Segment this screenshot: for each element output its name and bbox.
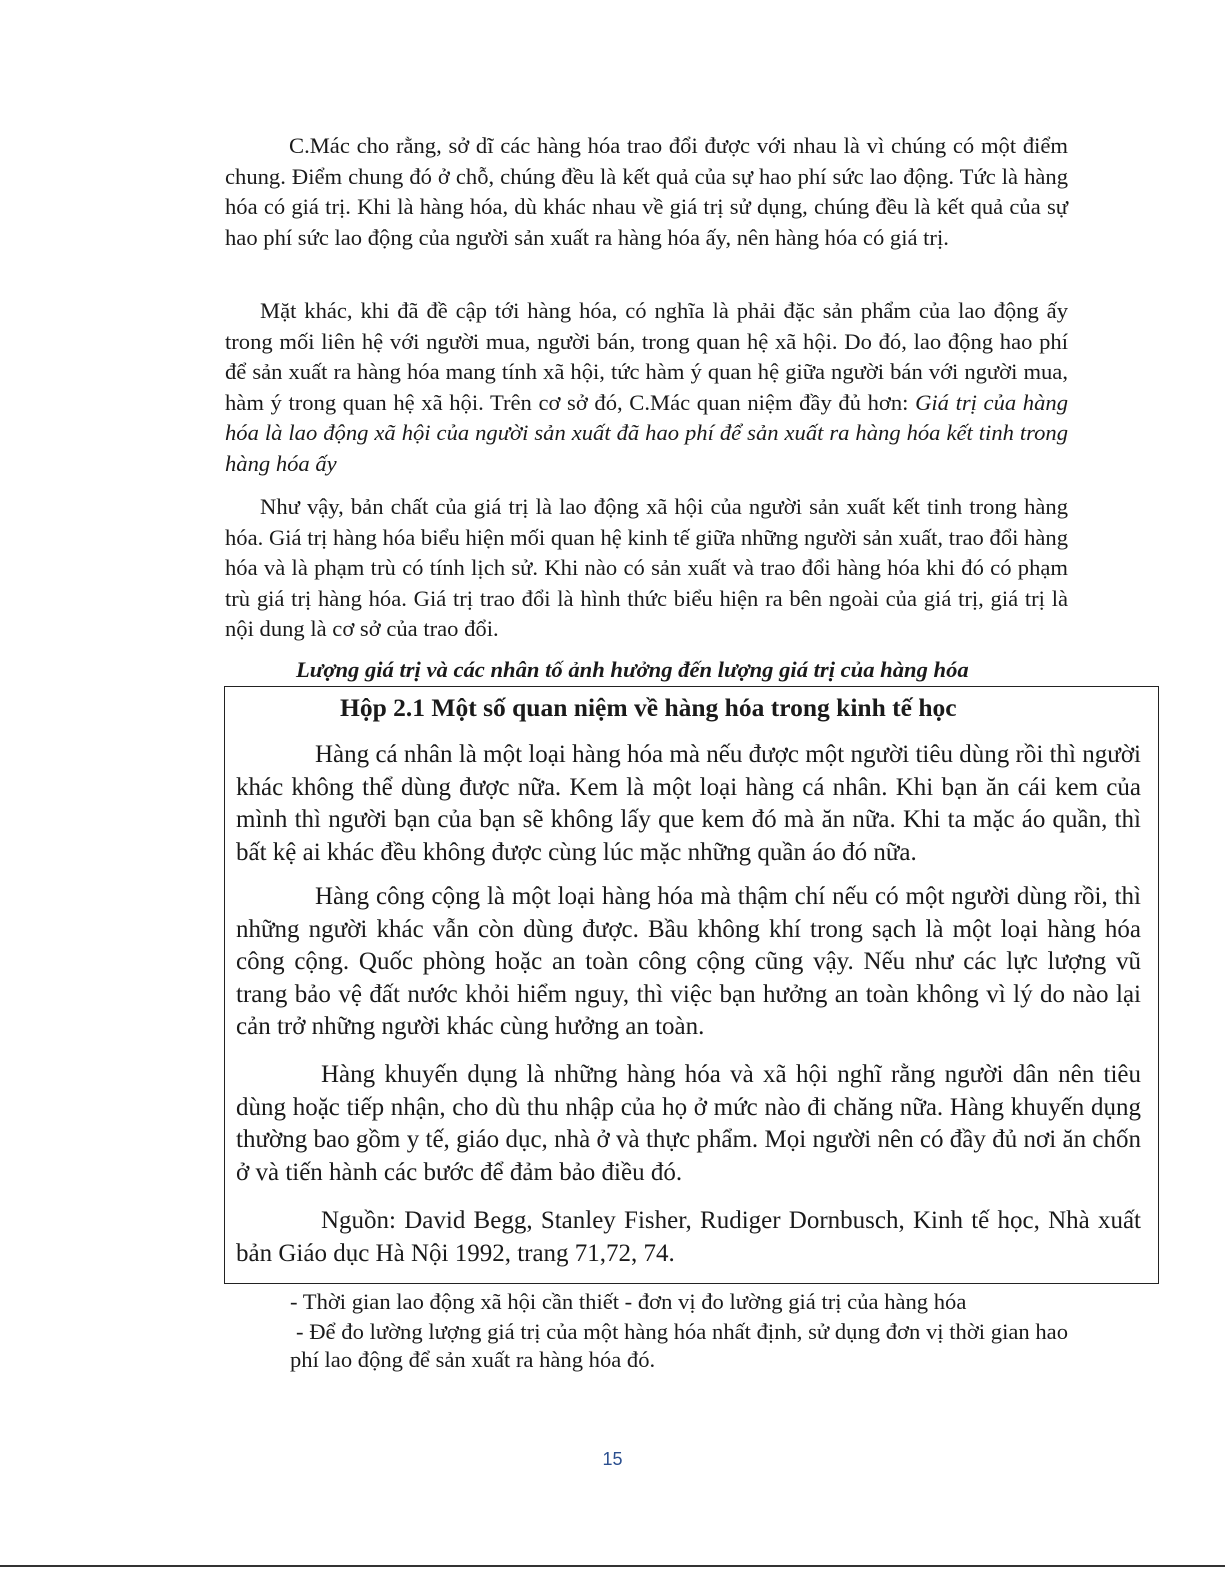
bullet-line-1: - Thời gian lao động xã hội cần thiết - đơn vị đo lường giá trị của hàng hóa — [290, 1289, 967, 1314]
value-definition-italic: Giá trị của hàng hóa là lao động xã hội của người sản xuất đã hao phí để sản xuất ra hàng hóa kết tinh trong hàng hóa ấy — [225, 389, 1068, 476]
box-paragraph-merit-goods: Hàng khuyến dụng là những hàng hóa và xã hội nghĩ rằng người dân nên tiêu dùng hoặc tiếp nhận, cho dù thu nhập của họ ở mức nào đi chăng nữa. Hàng khuyến dụng thường bao gồm y tế, giáo dục, nhà ở và thực phẩm. Mọi người nên có đầy đủ nơi ăn chốn ở và tiến hành các bước để đảm bảo điều đó. — [236, 1061, 1141, 1186]
bottom-divider — [0, 1565, 1225, 1567]
bullet-line-2: - Để đo lường lượng giá trị của một hàng hóa nhất định, sử dụng đơn vị thời gian hao phí lao động để sản xuất ra hàng hóa đó. — [290, 1319, 1068, 1372]
paragraph-text: Mặt khác, khi đã đề cập tới hàng hóa, có nghĩa là phải đặc sản phẩm của lao động ấy trong mối liên hệ với người mua, người bán, trong quan hệ xã hội. Do đó, lao động hao phí để sản xuất ra hàng hóa mang tính xã hội, tức hàm ý quan hệ giữa người bán với người mua, hàm ý trong quan hệ xã hội. Trên cơ sở đó, C.Mác quan niệm đầy đủ hơn: — [225, 298, 1068, 415]
box-paragraph-private-goods: Hàng cá nhân là một loại hàng hóa mà nếu được một người tiêu dùng rồi thì người khác không thể dùng được nữa. Kem là một loại hàng cá nhân. Khi bạn ăn cái kem của mình thì người bạn của bạn sẽ không lấy que kem đó mà ăn nữa. Khi ta mặc áo quần, thì bất kệ ai khác đều không được cùng lúc mặc những quần áo đó nữa. — [236, 741, 1141, 866]
paragraph-social-labor — [225, 296, 1068, 479]
paragraph-value-essence: Như vậy, bản chất của giá trị là lao động xã hội của người sản xuất kết tinh trong hàng hóa. Giá trị hàng hóa biểu hiện mối quan hệ kinh tế giữa những người sản xuất, trao đổi hàng hóa và là phạm trù có tính lịch sử. Khi nào có sản xuất và trao đổi hàng hóa khi đó có phạm trù giá trị hàng hóa. Giá trị trao đổi là hình thức biểu hiện ra bên ngoài của giá trị, giá trị là nội dung là cơ sở của trao đổi. — [225, 494, 1068, 641]
paragraph-value-exchange: C.Mác cho rằng, sở dĩ các hàng hóa trao đổi được với nhau là vì chúng có một điểm chung. Điểm chung đó ở chỗ, chúng đều là kết quả của sự hao phí sức lao động. Tức là hàng hóa có giá trị. Khi là hàng hóa, dù khác nhau về giá trị sử dụng, chúng đều là kết quả của sự hao phí sức lao động của người sản xuất ra hàng hóa ấy, nên hàng hóa có giá trị. — [225, 133, 1068, 250]
box-paragraph-public-goods: Hàng công cộng là một loại hàng hóa mà thậm chí nếu có một người dùng rồi, thì những người khác vẫn còn dùng được. Bầu không khí trong sạch là một loại hàng hóa công cộng. Quốc phòng hoặc an toàn công cộng cũng vậy. Nếu như các lực lượng vũ trang bảo vệ đất nước khỏi hiểm nguy, thì việc bạn hưởng an toàn không vì lý do nào lại cản trở những người khác cùng hưởng an toàn. — [236, 883, 1141, 1040]
box-title: Hộp 2.1 Một số quan niệm về hàng hóa trong kinh tế học — [340, 693, 957, 722]
info-box — [224, 686, 1159, 1284]
box-source: Nguồn: David Begg, Stanley Fisher, Rudiger Dornbusch, Kinh tế học, Nhà xuất bản Giáo dục Hà Nội 1992, trang 71,72, 74. — [236, 1207, 1141, 1267]
section-heading: Lượng giá trị và các nhân tố ảnh hưởng đến lượng giá trị của hàng hóa — [296, 657, 969, 682]
page-number: 15 — [602, 1449, 623, 1469]
